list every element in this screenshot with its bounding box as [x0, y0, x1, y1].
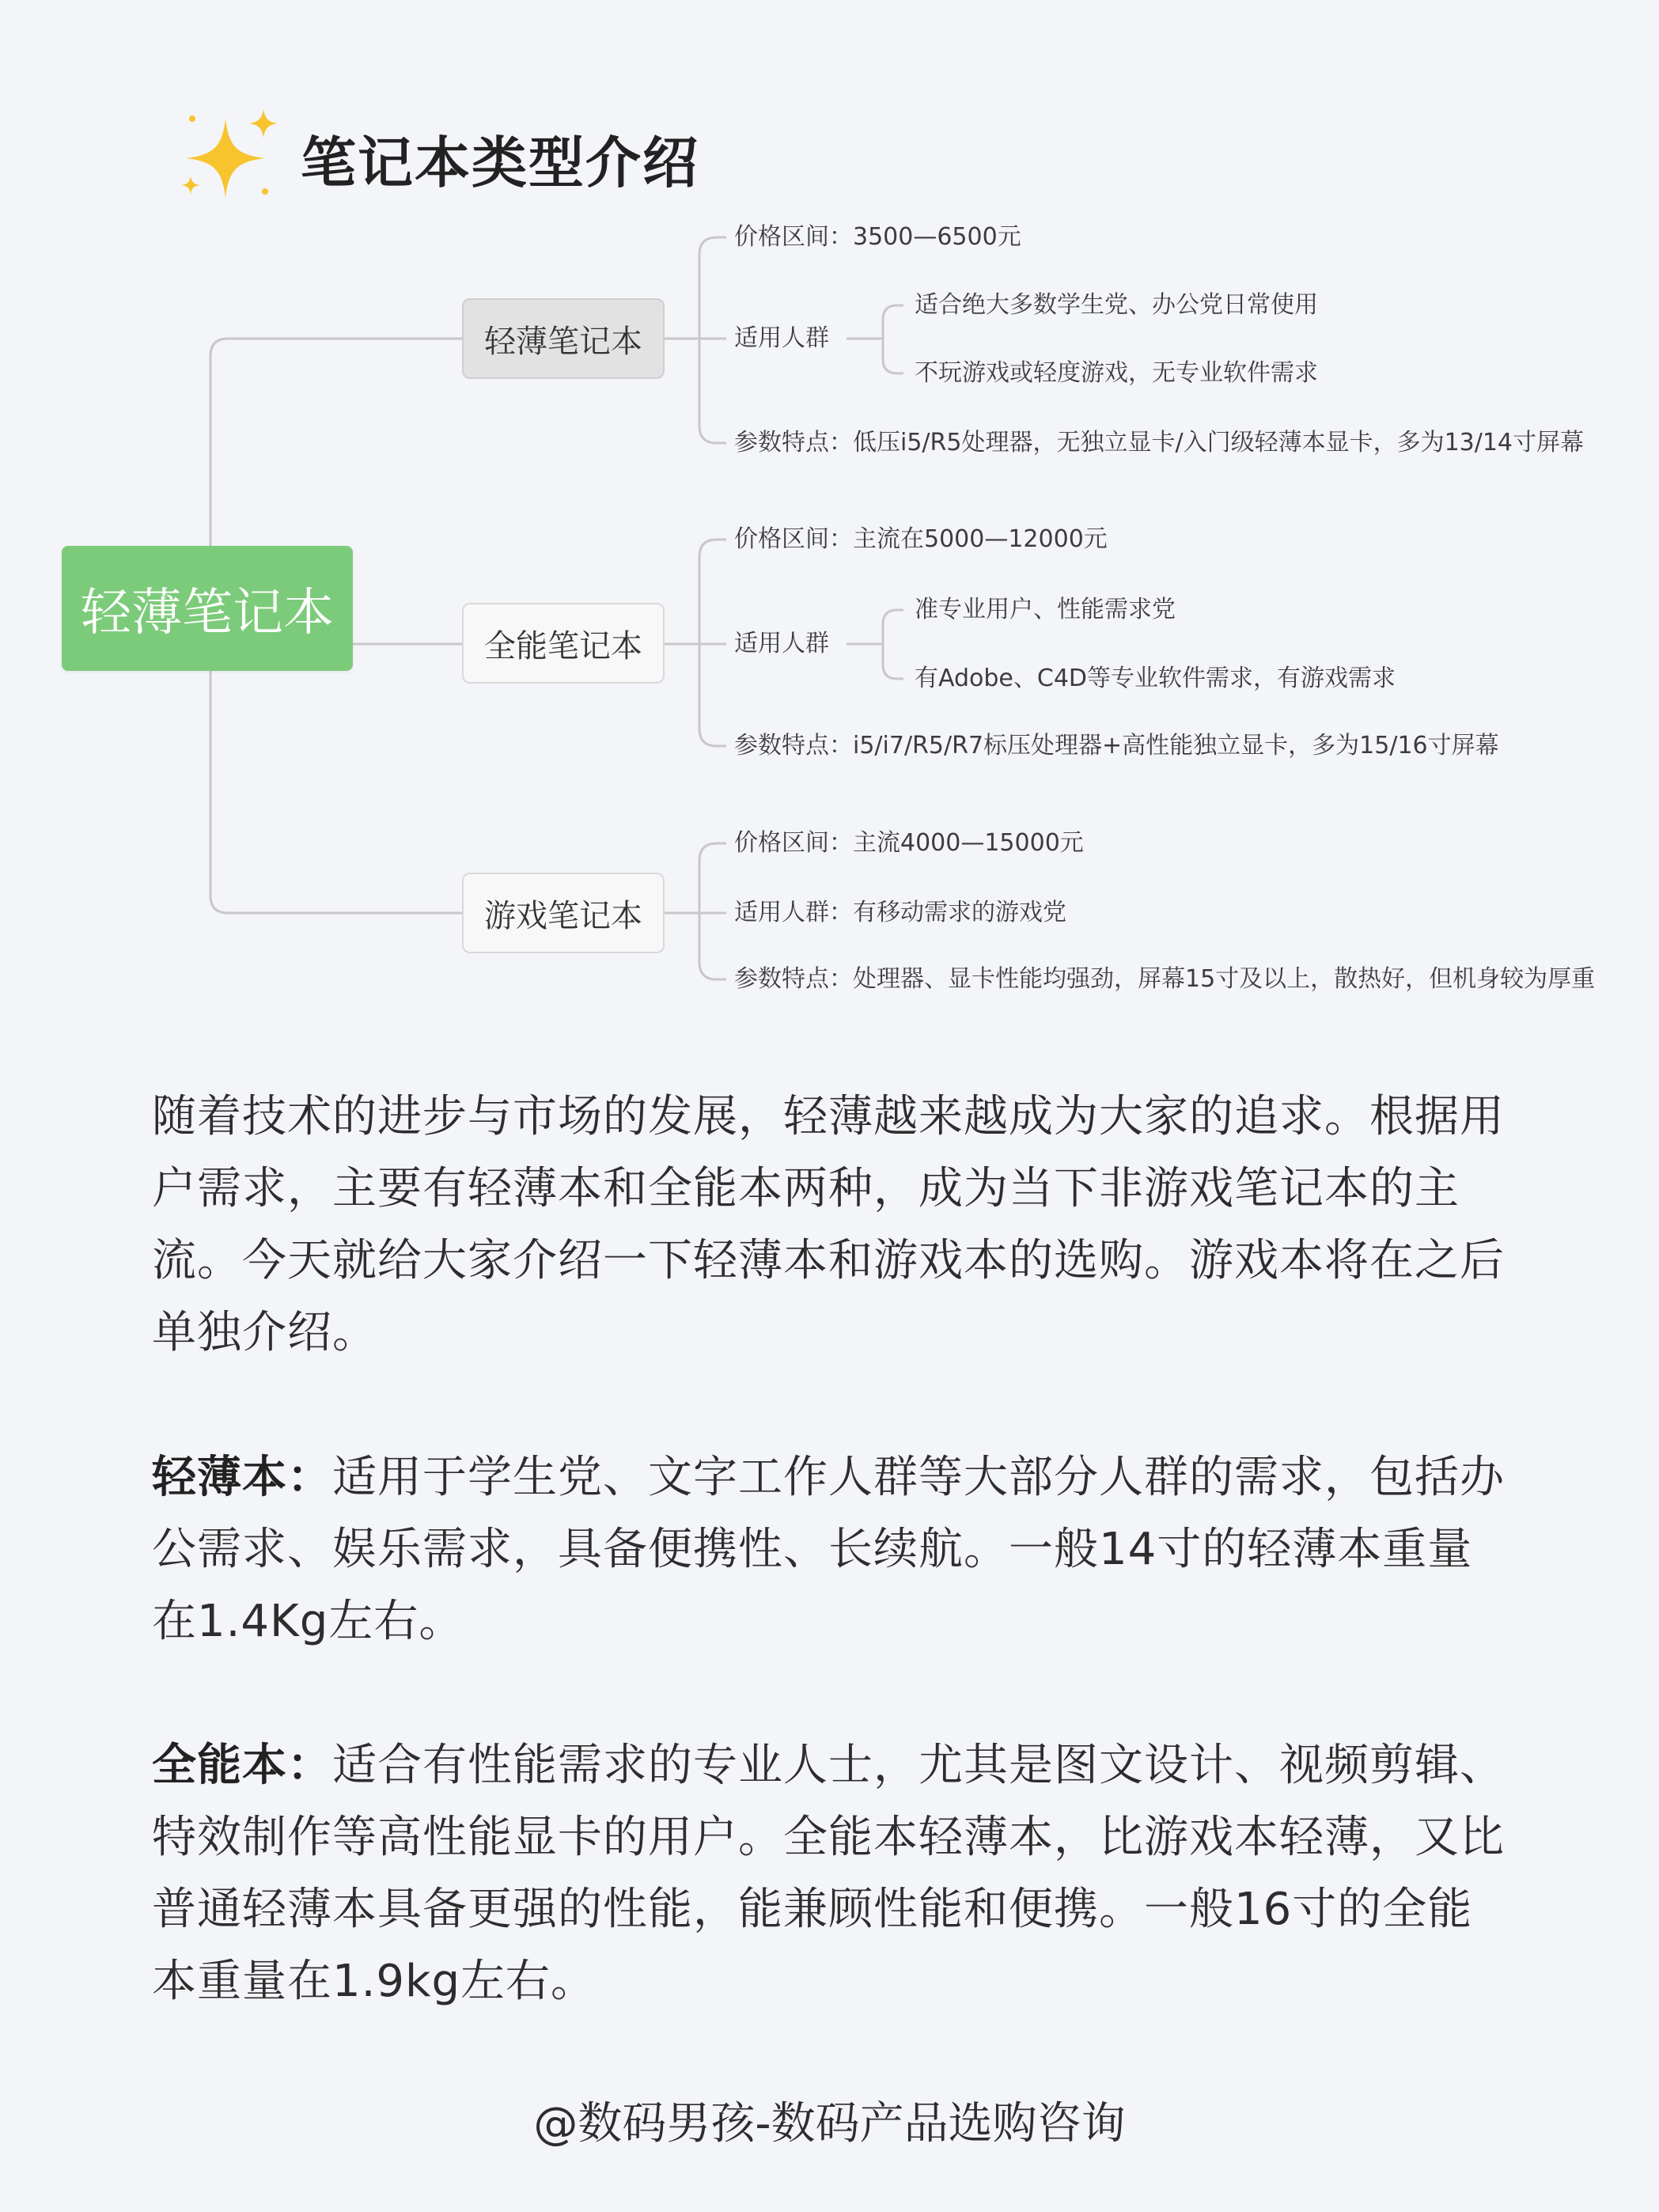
leaf-allround-audience-label: 适用人群	[734, 630, 829, 657]
mindmap-connectors	[0, 0, 1659, 1028]
leaf-thin-price: 价格区间：3500—6500元	[734, 223, 1021, 251]
thin-text: 适用于学生党、文字工作人群等大部分人群的需求，包括办公需求、娱乐需求，具备便携性、长续航。一般14寸的轻薄本重量在1.4Kg左右。	[152, 1452, 1505, 1647]
branch-node-allround: 全能笔记本	[462, 603, 665, 684]
page-title: 笔记本类型介绍	[301, 131, 699, 195]
thin-paragraph	[152, 1441, 1513, 1657]
allround-paragraph	[152, 1729, 1513, 2017]
leaf-allround-specs: 参数特点：i5/i7/R5/R7标压处理器+高性能独立显卡，多为15/16寸屏幕	[734, 732, 1499, 759]
leaf-thin-specs: 参数特点：低压i5/R5处理器，无独立显卡/入门级轻薄本显卡，多为13/14寸屏幕	[734, 429, 1585, 456]
allround-text: 适合有性能需求的专业人士，尤其是图文设计、视频剪辑、特效制作等高性能显卡的用户。全能本轻薄本，比游戏本轻薄，又比普通轻薄本具备更强的性能，能兼顾性能和便携。一般16寸的全能本重量在1.9kg左右。	[152, 1740, 1505, 2007]
mindmap-root-node: 轻薄笔记本	[62, 546, 353, 671]
leaf-allround-price: 价格区间：主流在5000—12000元	[734, 525, 1108, 553]
leaf-thin-audience-label: 适用人群	[734, 324, 829, 352]
leaf-thin-audience-1: 适合绝大多数学生党、办公党日常使用	[915, 291, 1318, 319]
leaf-allround-audience-2: 有Adobe、C4D等专业软件需求，有游戏需求	[915, 665, 1396, 692]
intro-paragraph: 随着技术的进步与市场的发展，轻薄越来越成为大家的追求。根据用户需求，主要有轻薄本和全能本两种，成为当下非游戏笔记本的主流。今天就给大家介绍一下轻薄本和游戏本的选购。游戏本将在之后单独介绍。	[152, 1091, 1505, 1358]
leaf-gaming-price: 价格区间：主流4000—15000元	[734, 829, 1084, 857]
footer-credit: @数码男孩-数码产品选购咨询	[533, 2098, 1126, 2150]
branch-node-thin: 轻薄笔记本	[462, 298, 665, 379]
allround-label: 全能本：	[152, 1740, 332, 1791]
leaf-gaming-audience: 适用人群：有移动需求的游戏党	[734, 899, 1066, 926]
leaf-gaming-specs: 参数特点：处理器、显卡性能均强劲，屏幕15寸及以上，散热好，但机身较为厚重	[734, 965, 1596, 993]
leaf-thin-audience-2: 不玩游戏或轻度游戏，无专业软件需求	[915, 359, 1318, 387]
leaf-allround-audience-1: 准专业用户、性能需求党	[915, 596, 1176, 623]
thin-label: 轻薄本：	[152, 1452, 332, 1503]
branch-node-gaming: 游戏笔记本	[462, 873, 665, 953]
